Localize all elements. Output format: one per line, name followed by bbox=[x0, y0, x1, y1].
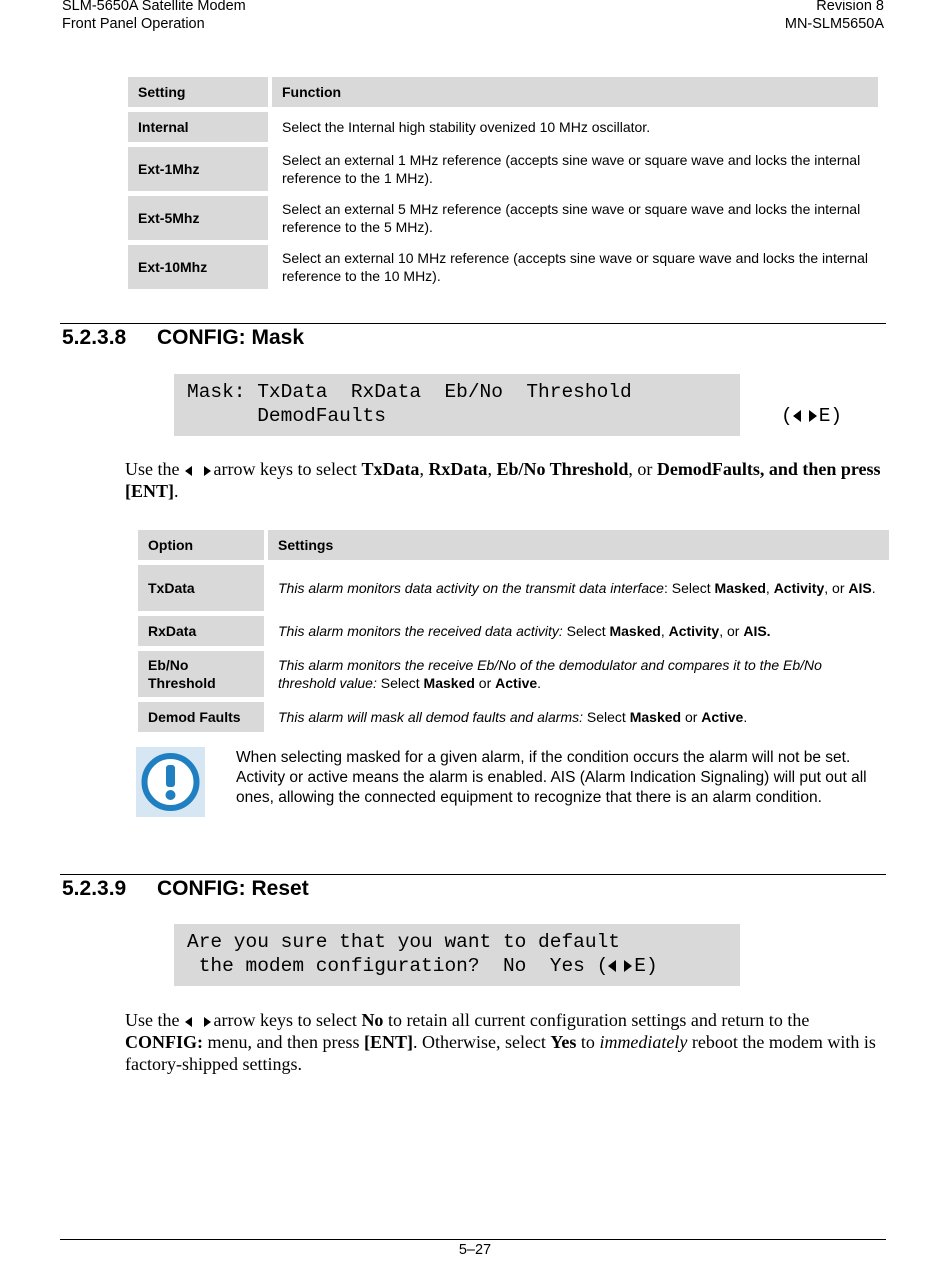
text-run: Masked bbox=[609, 623, 661, 639]
right-arrow-icon bbox=[204, 466, 211, 476]
option-ebno: Eb/No Threshold bbox=[496, 459, 629, 479]
section-title: CONFIG: Reset bbox=[157, 877, 309, 900]
text-run: , or bbox=[824, 580, 849, 596]
left-arrow-icon bbox=[793, 410, 801, 422]
menu-config: CONFIG: bbox=[125, 1032, 203, 1052]
text-run: Select bbox=[583, 709, 630, 725]
note-text: When selecting masked for a given alarm, if the condition occurs the alarm will not be set. Activity or active means the alarm is enabled. AIS (Alarm Indication Signaling) will put out all ones, allowing the connected equipment to recognize that there is an alarm condition. bbox=[236, 749, 867, 806]
option-key: TxData bbox=[138, 565, 264, 611]
text-run: Active bbox=[495, 675, 538, 691]
lcd-line-2: DemodFaults bbox=[187, 405, 386, 427]
text-run: immediately bbox=[599, 1032, 688, 1052]
section-divider bbox=[60, 323, 886, 324]
column-header-setting: Setting bbox=[128, 77, 268, 107]
text-run: . bbox=[537, 675, 542, 691]
setting-function: Select the Internal high stability ovenized 10 MHz oscillator. bbox=[282, 119, 651, 135]
table-row bbox=[128, 112, 878, 142]
doc-subtitle: Front Panel Operation bbox=[62, 16, 205, 32]
column-header-settings: Settings bbox=[268, 530, 889, 560]
text-run: arrow keys to select bbox=[213, 459, 357, 479]
text-run: to retain all current configuration settings and return to the bbox=[387, 1010, 810, 1030]
key-ent: [ENT] bbox=[363, 1032, 413, 1052]
option-key: Eb/No Threshold bbox=[138, 651, 264, 697]
setting-key: Ext-5Mhz bbox=[128, 196, 268, 240]
left-arrow-icon bbox=[608, 960, 616, 972]
option-yes: Yes bbox=[550, 1032, 577, 1052]
text-run: Activity bbox=[668, 623, 720, 639]
section-number: 5.2.3.9 bbox=[62, 877, 127, 900]
option-description bbox=[268, 616, 889, 646]
lcd-paren: ( bbox=[781, 405, 793, 427]
setting-function: Select an external 10 MHz reference (accepts sine wave or square wave and locks the internal reference to the 10 MHz). bbox=[282, 250, 868, 284]
setting-key: Internal bbox=[128, 112, 268, 142]
section-heading-mask bbox=[62, 326, 304, 350]
doc-revision: Revision 8 bbox=[816, 0, 884, 14]
lcd-prompt: the modem configuration? No Yes ( bbox=[187, 955, 609, 977]
option-description bbox=[268, 565, 889, 611]
text-run: or bbox=[681, 709, 702, 725]
options-table bbox=[134, 525, 893, 737]
setting-function: Select an external 1 MHz reference (accepts sine wave or square wave and locks the internal reference to the 1 MHz). bbox=[282, 152, 861, 186]
text-run: This alarm monitors data activity on the transmit data interface bbox=[278, 580, 664, 596]
text-run: or bbox=[474, 675, 496, 691]
table-row bbox=[128, 196, 878, 240]
text-run: arrow keys to select bbox=[213, 1010, 357, 1030]
text-run: AIS bbox=[848, 580, 872, 596]
text-run: , bbox=[419, 459, 424, 479]
setting-key: Ext-1Mhz bbox=[128, 147, 268, 191]
left-arrow-icon bbox=[185, 1017, 192, 1027]
section-heading-reset bbox=[62, 877, 309, 901]
lcd-enter-hint: E) bbox=[634, 955, 658, 977]
text-run: , or bbox=[719, 623, 744, 639]
left-arrow-icon bbox=[185, 466, 192, 476]
option-key: RxData bbox=[138, 616, 264, 646]
lcd-line-2 bbox=[187, 954, 658, 978]
table-header-row bbox=[128, 77, 878, 107]
reset-instructions bbox=[125, 1009, 890, 1075]
text-run: . bbox=[743, 709, 748, 725]
footer-divider bbox=[60, 1239, 886, 1240]
option-txdata: TxData bbox=[361, 459, 420, 479]
text-run: Activity bbox=[773, 580, 825, 596]
text-run: This alarm monitors the receive Eb/No of the demodulator and compares it to the Eb/No threshold value: bbox=[278, 657, 822, 691]
text-run: . bbox=[174, 481, 179, 501]
right-arrow-icon bbox=[624, 960, 632, 972]
option-description bbox=[268, 702, 889, 732]
lcd-display-reset bbox=[174, 924, 740, 986]
doc-number: MN-SLM5650A bbox=[784, 16, 884, 32]
option-demodfaults: DemodFaults, and then press [ENT] bbox=[125, 459, 881, 501]
table-row bbox=[138, 565, 889, 611]
text-run: , bbox=[660, 623, 669, 639]
text-run: AIS. bbox=[743, 623, 771, 639]
setting-function: Select an external 5 MHz reference (accepts sine wave or square wave and locks the internal reference to the 5 MHz). bbox=[282, 201, 861, 235]
option-no: No bbox=[361, 1010, 384, 1030]
lcd-line-2-nav bbox=[781, 404, 842, 428]
text-run: , bbox=[487, 459, 492, 479]
text-run: , bbox=[765, 580, 774, 596]
lcd-line-1: Mask: TxData RxData Eb/No Threshold bbox=[187, 381, 632, 403]
text-run: : Select bbox=[663, 580, 715, 596]
table-row bbox=[138, 702, 889, 732]
table-row bbox=[128, 147, 878, 191]
text-run: Active bbox=[701, 709, 744, 725]
text-run: Select bbox=[376, 675, 424, 691]
setting-key: Ext-10Mhz bbox=[128, 245, 268, 289]
doc-title: SLM-5650A Satellite Modem bbox=[62, 0, 246, 14]
section-title: CONFIG: Mask bbox=[157, 326, 305, 349]
column-header-option: Option bbox=[138, 530, 264, 560]
mask-instructions bbox=[125, 458, 890, 502]
text-run: This alarm will mask all demod faults and alarms: bbox=[278, 709, 583, 725]
table-row bbox=[128, 245, 878, 289]
text-run: Masked bbox=[629, 709, 682, 725]
section-divider bbox=[60, 874, 886, 875]
option-description bbox=[268, 651, 889, 697]
text-run: , or bbox=[628, 459, 653, 479]
option-rxdata: RxData bbox=[428, 459, 488, 479]
text-run: Masked bbox=[423, 675, 475, 691]
table-row bbox=[138, 616, 889, 646]
lcd-enter-hint: E) bbox=[818, 405, 843, 427]
text-run: . Otherwise, select bbox=[412, 1032, 546, 1052]
text-run: Select bbox=[562, 623, 610, 639]
text-run: to bbox=[580, 1032, 595, 1052]
right-arrow-icon bbox=[204, 1017, 211, 1027]
text-run: Masked bbox=[714, 580, 766, 596]
text-run: menu, and then press bbox=[207, 1032, 360, 1052]
right-arrow-icon bbox=[809, 410, 817, 422]
section-number: 5.2.3.8 bbox=[62, 326, 127, 349]
text-run: Use the bbox=[125, 459, 180, 479]
lcd-line-1: Are you sure that you want to default bbox=[187, 931, 620, 953]
column-header-function: Function bbox=[272, 77, 878, 107]
option-key: Demod Faults bbox=[138, 702, 264, 732]
exclamation-circle-icon bbox=[136, 747, 205, 817]
text-run: reboot the modem with is factory-shipped settings. bbox=[125, 1032, 876, 1074]
table-header-row bbox=[138, 530, 889, 560]
table-row bbox=[138, 651, 889, 697]
text-run: . bbox=[871, 580, 876, 596]
text-run: This alarm monitors the received data activity: bbox=[278, 623, 563, 639]
text-run: Use the bbox=[125, 1010, 180, 1030]
page-number: 5–27 bbox=[458, 1242, 492, 1258]
lcd-display-mask bbox=[174, 374, 843, 436]
reference-table bbox=[124, 72, 882, 294]
